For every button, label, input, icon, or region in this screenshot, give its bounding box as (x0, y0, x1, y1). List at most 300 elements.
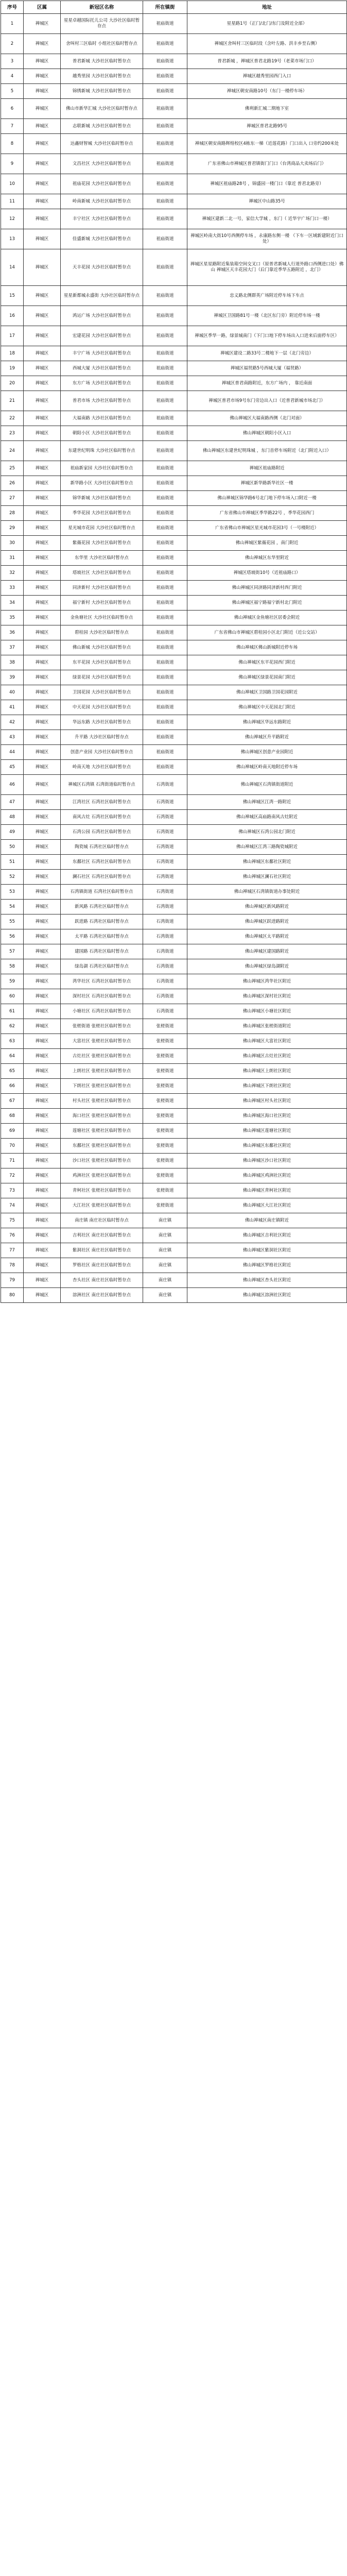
cell-address: 禅城区建新二北一号，家信大学城 ，东门（ 近华宇广场门口一楼） (187, 209, 347, 229)
cell-no: 28 (1, 506, 24, 521)
cell-no: 14 (1, 249, 24, 286)
cell-address: 佛山禅城区太平路附近 (187, 929, 347, 944)
cell-address: 佛山禅城区同济路同济新村西门附近 (187, 581, 347, 596)
header-name: 新冠区名称 (61, 1, 143, 14)
cell-street: 祖庙街道 (143, 730, 187, 745)
cell-street: 祖庙街道 (143, 551, 187, 566)
table-row (1, 760, 347, 775)
cell-street: 石湾街道 (143, 959, 187, 974)
cell-street: 石湾街道 (143, 914, 187, 929)
table-row (1, 411, 347, 426)
table-row (1, 870, 347, 885)
cell-district: 禅城区 (24, 625, 61, 640)
cell-name: 绿岛湖 石湾社区临时暂存点 (61, 959, 143, 974)
cell-street: 祖庙街道 (143, 194, 187, 209)
cell-street: 石湾街道 (143, 900, 187, 914)
cell-name: 塔坡社区 大沙社区临时暂存点 (61, 566, 143, 581)
cell-street: 祖庙街道 (143, 745, 187, 760)
cell-street: 张槎街道 (143, 1094, 187, 1109)
table-row (1, 1168, 347, 1183)
cell-street: 祖庙街道 (143, 209, 187, 229)
cell-district: 禅城区 (24, 34, 61, 54)
cell-street: 石湾街道 (143, 825, 187, 840)
cell-district: 禅城区 (24, 1064, 61, 1079)
table-row (1, 441, 347, 461)
table-body (1, 14, 347, 1303)
cell-address: 佛利新汇城二期地下室 (187, 99, 347, 119)
cell-name: 张槎街道 张槎社区临时暂存点 (61, 1019, 143, 1034)
cell-address: 禅城区中山路35号 (187, 194, 347, 209)
table-row (1, 461, 347, 476)
cell-no: 49 (1, 825, 24, 840)
cell-street: 南庄镇 (143, 1288, 187, 1303)
cell-address: 禅城区卫国路81号一楼（北区东门旁）附近停车场一楼 (187, 306, 347, 326)
cell-district: 禅城区 (24, 491, 61, 506)
table-row (1, 1094, 347, 1109)
cell-street: 南庄镇 (143, 1258, 187, 1273)
cell-no: 20 (1, 376, 24, 391)
cell-address: 佛山禅城区新风路附近 (187, 900, 347, 914)
cell-no: 46 (1, 775, 24, 795)
cell-district: 禅城区 (24, 760, 61, 775)
cell-no: 18 (1, 346, 24, 361)
table-row (1, 1109, 347, 1124)
cell-district: 禅城区 (24, 989, 61, 1004)
cell-district: 禅城区 (24, 99, 61, 119)
cell-district: 禅城区 (24, 1243, 61, 1258)
table-row (1, 596, 347, 611)
cell-street: 祖庙街道 (143, 286, 187, 306)
cell-name: 村头社区 张槎社区临时暂存点 (61, 1094, 143, 1109)
cell-street: 祖庙街道 (143, 361, 187, 376)
cell-no: 7 (1, 119, 24, 134)
cell-name: 上朗社区 张槎社区临时暂存点 (61, 1064, 143, 1079)
table-row (1, 944, 347, 959)
table-row (1, 426, 347, 441)
cell-address: 禅城区普君南路附近，东方广场内 ， 靠近南面 (187, 376, 347, 391)
cell-street: 祖庙街道 (143, 134, 187, 154)
cell-district: 禅城区 (24, 1154, 61, 1168)
table-row (1, 306, 347, 326)
table-row (1, 551, 347, 566)
cell-no: 54 (1, 900, 24, 914)
cell-no: 9 (1, 154, 24, 174)
cell-name: 莲塘社区 张槎社区临时暂存点 (61, 1124, 143, 1139)
cell-address: 佛山禅城区紫洞社区附近 (187, 1243, 347, 1258)
cell-street: 张槎街道 (143, 1139, 187, 1154)
cell-street: 石湾街道 (143, 775, 187, 795)
cell-street: 南庄镇 (143, 1228, 187, 1243)
cell-street: 祖庙街道 (143, 611, 187, 625)
cell-name: 金鱼塘社区 大沙社区临时暂存点 (61, 611, 143, 625)
cell-district: 禅城区 (24, 581, 61, 596)
cell-address: 佛山禅城区朝阳小区入口 (187, 426, 347, 441)
cell-address: 佛山禅城区东建世纪明珠城 ，东门首停车场附近（北门附近入口） (187, 441, 347, 461)
cell-address: 佛山禅城区升平路附近 (187, 730, 347, 745)
cell-address: 佛山禅城区江湾一路附近 (187, 795, 347, 810)
cell-address: 佛山禅城区村头社区附近 (187, 1094, 347, 1109)
cell-district: 禅城区 (24, 1183, 61, 1198)
table-row (1, 775, 347, 795)
cell-name: 达鑫财智城 大沙社区临时暂存点 (61, 134, 143, 154)
cell-district: 禅城区 (24, 346, 61, 361)
cell-address: 佛山禅城区东平花园西门附近 (187, 655, 347, 670)
cell-address: 佛山禅城区小塘社区附近 (187, 1004, 347, 1019)
cell-district: 禅城区 (24, 1049, 61, 1064)
cell-name: 西城大厦 大沙社区临时暂存点 (61, 361, 143, 376)
cell-district: 禅城区 (24, 900, 61, 914)
cell-address: 佛山禅城区古灶社区附近 (187, 1049, 347, 1064)
cell-district: 禅城区 (24, 1198, 61, 1213)
cell-name: 青柯社区 张槎社区临时暂存点 (61, 1183, 143, 1198)
cell-no: 2 (1, 34, 24, 54)
cell-street: 张槎街道 (143, 1154, 187, 1168)
cell-name: 小塘社区 石湾社区临时暂存点 (61, 1004, 143, 1019)
cell-district: 禅城区 (24, 536, 61, 551)
cell-no: 31 (1, 551, 24, 566)
cell-no: 51 (1, 855, 24, 870)
cell-district: 禅城区 (24, 134, 61, 154)
cell-name: 东平花园 大沙社区临时暂存点 (61, 655, 143, 670)
cell-name: 罗格社区 南庄社区临时暂存点 (61, 1258, 143, 1273)
cell-district: 禅城区 (24, 959, 61, 974)
table-row (1, 286, 347, 306)
cell-address: 星星路1号（正门/北门/东门及附近全部） (187, 14, 347, 34)
cell-name: 东鄱社区 石湾社区临时暂存点 (61, 855, 143, 870)
cell-district: 禅城区 (24, 1213, 61, 1228)
cell-district: 禅城区 (24, 441, 61, 461)
header-no: 序号 (1, 1, 24, 14)
cell-street: 祖庙街道 (143, 655, 187, 670)
cell-district: 禅城区 (24, 1124, 61, 1139)
cell-no: 8 (1, 134, 24, 154)
cell-address: 禅城区普君北路95号 (187, 119, 347, 134)
cell-address: 禅城区星星路附近集装箱空间交叉口（原普君新城人行道外路口西侧进口处）佛山 禅城区天丰花园大门（后门靠近季华五路附近 ，北门） (187, 249, 347, 286)
table-row (1, 54, 347, 69)
table-row (1, 1213, 347, 1228)
table-row (1, 1154, 347, 1168)
table-row (1, 655, 347, 670)
cell-name: 澜石社区 石湾社区临时暂存点 (61, 870, 143, 885)
cell-street: 祖庙街道 (143, 506, 187, 521)
table-row (1, 99, 347, 119)
cell-address: 佛山禅城区东华里附近 (187, 551, 347, 566)
table-row (1, 974, 347, 989)
table-row (1, 1064, 347, 1079)
table-row (1, 1079, 347, 1094)
cell-name: 朝阳小区 大沙社区临时暂存点 (61, 426, 143, 441)
cell-district: 禅城区 (24, 566, 61, 581)
table-row (1, 929, 347, 944)
cell-street: 张槎街道 (143, 1019, 187, 1034)
cell-district: 禅城区 (24, 174, 61, 194)
cell-name: 绿景花园 大沙社区临时暂存点 (61, 670, 143, 685)
cell-name: 志联新城 大沙社区临时暂存点 (61, 119, 143, 134)
cell-street: 张槎街道 (143, 1034, 187, 1049)
cell-no: 77 (1, 1243, 24, 1258)
cell-name: 锦华新城 大沙社区临时暂存点 (61, 491, 143, 506)
cell-district: 禅城区 (24, 154, 61, 174)
cell-name: 吉利社区 南庄社区临时暂存点 (61, 1228, 143, 1243)
table-row (1, 1183, 347, 1198)
cell-district: 禅城区 (24, 249, 61, 286)
cell-district: 禅城区 (24, 461, 61, 476)
table-row (1, 1198, 347, 1213)
cell-no: 37 (1, 640, 24, 655)
table-row (1, 346, 347, 361)
cell-street: 南庄镇 (143, 1243, 187, 1258)
cell-street: 张槎街道 (143, 1198, 187, 1213)
cell-name: 海口社区 张槎社区临时暂存点 (61, 1109, 143, 1124)
cell-district: 禅城区 (24, 715, 61, 730)
cell-no: 19 (1, 361, 24, 376)
cell-name: 新风路 石湾社区临时暂存点 (61, 900, 143, 914)
cell-name: 星星卓越国际托儿公司 大沙社区临时暂存点 (61, 14, 143, 34)
cell-address: 佛山禅城区中天花园北门附近 (187, 700, 347, 715)
cell-no: 27 (1, 491, 24, 506)
cell-name: 东方广场 大沙社区临时暂存点 (61, 376, 143, 391)
cell-district: 禅城区 (24, 611, 61, 625)
cell-street: 石湾街道 (143, 810, 187, 825)
cell-no: 3 (1, 54, 24, 69)
cell-street: 祖庙街道 (143, 411, 187, 426)
cell-district: 禅城区 (24, 229, 61, 249)
cell-district: 禅城区 (24, 551, 61, 566)
cell-name: 祖庙新家园 大沙社区临时暂存点 (61, 461, 143, 476)
cell-name: 升平路 大沙社区临时暂存点 (61, 730, 143, 745)
cell-district: 禅城区 (24, 361, 61, 376)
cell-address: 佛山禅城区绿景花园南门附近 (187, 670, 347, 685)
cell-address: 佛山禅城区澜石社区附近 (187, 870, 347, 885)
cell-address: 佛山禅城区莲塘社区附近 (187, 1124, 347, 1139)
cell-address: 佛山禅城区大福南路西侧（北门对面） (187, 411, 347, 426)
cell-no: 10 (1, 174, 24, 194)
cell-address: 佛山禅城区杏头社区附近 (187, 1273, 347, 1288)
cell-no: 71 (1, 1154, 24, 1168)
cell-district: 禅城区 (24, 1019, 61, 1034)
cell-name: 丰宁广场 大沙社区临时暂存点 (61, 346, 143, 361)
table-row (1, 69, 347, 84)
cell-no: 42 (1, 715, 24, 730)
cell-street: 祖庙街道 (143, 229, 187, 249)
table-row (1, 685, 347, 700)
cell-address: 禅城区福贤路5号西城大厦（福贤路） (187, 361, 347, 376)
cell-street: 祖庙街道 (143, 700, 187, 715)
cell-no: 29 (1, 521, 24, 536)
cell-street: 祖庙街道 (143, 426, 187, 441)
cell-no: 60 (1, 989, 24, 1004)
cell-no: 26 (1, 476, 24, 491)
table-row (1, 194, 347, 209)
cell-address: 佛山禅城区罗格社区附近 (187, 1258, 347, 1273)
cell-name: 星光城市花园 大沙社区临时暂存点 (61, 521, 143, 536)
cell-name: 越秀里园 大沙社区临时暂存点 (61, 69, 143, 84)
cell-address: 佛山禅城区沙口社区附近 (187, 1154, 347, 1168)
table-row (1, 521, 347, 536)
cell-street: 张槎街道 (143, 1124, 187, 1139)
cell-district: 禅城区 (24, 745, 61, 760)
cell-no: 40 (1, 685, 24, 700)
cell-name: 南风古灶 石湾社区临时暂存点 (61, 810, 143, 825)
table-row (1, 154, 347, 174)
cell-no: 55 (1, 914, 24, 929)
cell-street: 石湾街道 (143, 855, 187, 870)
table-row (1, 361, 347, 376)
cell-district: 禅城区 (24, 476, 61, 491)
cell-name: 佛山新城 大沙社区临时暂存点 (61, 640, 143, 655)
cell-street: 石湾街道 (143, 1004, 187, 1019)
table-row (1, 745, 347, 760)
cell-district: 禅城区 (24, 1258, 61, 1273)
table-row (1, 134, 347, 154)
cell-district: 禅城区 (24, 775, 61, 795)
cell-street: 张槎街道 (143, 1109, 187, 1124)
cell-district: 禅城区 (24, 506, 61, 521)
cell-no: 75 (1, 1213, 24, 1228)
cell-name: 普君新城 大沙社区临时暂存点 (61, 54, 143, 69)
cell-address: 禅城区祖庙路28号 ，锦盛园一楼门口（靠近 普君北路旁） (187, 174, 347, 194)
cell-district: 禅城区 (24, 119, 61, 134)
cell-address: 佛山禅城区石湾公园北门附近 (187, 825, 347, 840)
cell-no: 58 (1, 959, 24, 974)
cell-address: 佛山禅城区江湾三路陶瓷城附近 (187, 840, 347, 855)
cell-district: 禅城区 (24, 914, 61, 929)
cell-no: 70 (1, 1139, 24, 1154)
cell-no: 45 (1, 760, 24, 775)
table-row (1, 391, 347, 411)
table-row (1, 536, 347, 551)
cell-address: 佛山禅城区建国路附近 (187, 944, 347, 959)
cell-address: 佛山禅城区金鱼塘社区居委会附近 (187, 611, 347, 625)
cell-district: 禅城区 (24, 1139, 61, 1154)
cell-district: 禅城区 (24, 426, 61, 441)
cell-address: 佛山禅城区石湾镇街道附近 (187, 775, 347, 795)
cell-name: 石湾镇街道 石湾社区临时暂存点 (61, 885, 143, 900)
cell-name: 下朗社区 张槎社区临时暂存点 (61, 1079, 143, 1094)
cell-address: 广东省佛山市禅城区星光城市花园3号（一号楼附近） (187, 521, 347, 536)
cell-district: 禅城区 (24, 840, 61, 855)
cell-name: 太平路 石湾社区临时暂存点 (61, 929, 143, 944)
cell-street: 石湾街道 (143, 840, 187, 855)
cell-name: 中天花园 大沙社区临时暂存点 (61, 700, 143, 715)
cell-name: 季华花园 大沙社区临时暂存点 (61, 506, 143, 521)
cell-address: 佛山禅城区跃进路附近 (187, 914, 347, 929)
cell-address: 禅城区普君市场9号东门旁边出入口（近普君新城市场北门） (187, 391, 347, 411)
cell-street: 祖庙街道 (143, 54, 187, 69)
cell-no: 59 (1, 974, 24, 989)
cell-address: 禅城区朝安南路10号（东门一楼停车场） (187, 84, 347, 99)
cell-name: 卫国花园 大沙社区临时暂存点 (61, 685, 143, 700)
cell-name: 碧桂园 大沙社区临时暂存点 (61, 625, 143, 640)
cell-no: 11 (1, 194, 24, 209)
cell-district: 禅城区 (24, 1079, 61, 1094)
cell-no: 48 (1, 810, 24, 825)
table-row (1, 34, 347, 54)
cell-street: 祖庙街道 (143, 391, 187, 411)
table-row (1, 119, 347, 134)
cell-no: 23 (1, 426, 24, 441)
cell-name: 大福南路 大沙社区临时暂存点 (61, 411, 143, 426)
cell-district: 禅城区 (24, 14, 61, 34)
table-row (1, 229, 347, 249)
cell-street: 祖庙街道 (143, 461, 187, 476)
cell-no: 4 (1, 69, 24, 84)
cell-name: 紫洞社区 南庄社区临时暂存点 (61, 1243, 143, 1258)
cell-name: 鸿运广场 大沙社区临时暂存点 (61, 306, 143, 326)
table-row (1, 581, 347, 596)
cell-district: 禅城区 (24, 596, 61, 611)
cell-street: 石湾街道 (143, 974, 187, 989)
cell-address: 佛山禅城区鸡洲社区附近 (187, 1168, 347, 1183)
table-row (1, 855, 347, 870)
cell-district: 禅城区 (24, 1228, 61, 1243)
cell-name: 东华里 大沙社区临时暂存点 (61, 551, 143, 566)
cell-street: 祖庙街道 (143, 326, 187, 346)
cell-street: 张槎街道 (143, 1168, 187, 1183)
cell-address: 禅城区新华路新华社区一楼 (187, 476, 347, 491)
cell-no: 12 (1, 209, 24, 229)
cell-street: 祖庙街道 (143, 154, 187, 174)
cell-no: 13 (1, 229, 24, 249)
table-row (1, 1273, 347, 1288)
cell-district: 禅城区 (24, 944, 61, 959)
cell-no: 25 (1, 461, 24, 476)
cell-district: 禅城区 (24, 929, 61, 944)
cell-name: 大富社区 张槎社区临时暂存点 (61, 1034, 143, 1049)
table-row (1, 810, 347, 825)
header-street: 所在镇街 (143, 1, 187, 14)
table-row (1, 1243, 347, 1258)
cell-street: 祖庙街道 (143, 174, 187, 194)
cell-no: 65 (1, 1064, 24, 1079)
cell-street: 张槎街道 (143, 1183, 187, 1198)
cell-address: 禅城区祖庙路附近 (187, 461, 347, 476)
table-row (1, 1139, 347, 1154)
cell-address: 禅城区塔坡街10号（近祖庙路口） (187, 566, 347, 581)
cell-no: 15 (1, 286, 24, 306)
cell-no: 57 (1, 944, 24, 959)
cell-street: 张槎街道 (143, 1079, 187, 1094)
cell-no: 80 (1, 1288, 24, 1303)
cell-address: 禅城区舍叫村三区临时段（含叶左路、洪丰乡至右侧） (187, 34, 347, 54)
table-row (1, 640, 347, 655)
cell-district: 禅城区 (24, 1094, 61, 1109)
cell-no: 32 (1, 566, 24, 581)
table-row (1, 1258, 347, 1273)
cell-address: 佛山禅城区深村社区附近 (187, 989, 347, 1004)
cell-name: 鸡洲社区 张槎社区临时暂存点 (61, 1168, 143, 1183)
cell-no: 78 (1, 1258, 24, 1273)
site-table (1, 1, 347, 1303)
table-row (1, 174, 347, 194)
cell-name: 湾华社区 石湾社区临时暂存点 (61, 974, 143, 989)
cell-street: 南庄镇 (143, 1213, 187, 1228)
table-row (1, 1124, 347, 1139)
table-row (1, 376, 347, 391)
cell-no: 43 (1, 730, 24, 745)
cell-district: 禅城区 (24, 700, 61, 715)
cell-name: 陶瓷城 石湾社区临时暂存点 (61, 840, 143, 855)
cell-name: 建国路 石湾社区临时暂存点 (61, 944, 143, 959)
cell-name: 杏头社区 南庄社区临时暂存点 (61, 1273, 143, 1288)
cell-district: 禅城区 (24, 855, 61, 870)
table-row (1, 1019, 347, 1034)
cell-district: 禅城区 (24, 974, 61, 989)
cell-name: 祖庙花园 大沙社区临时暂存点 (61, 174, 143, 194)
table-header-row (1, 1, 347, 14)
table-row (1, 840, 347, 855)
cell-address: 佛山禅城区创意产业园附近 (187, 745, 347, 760)
